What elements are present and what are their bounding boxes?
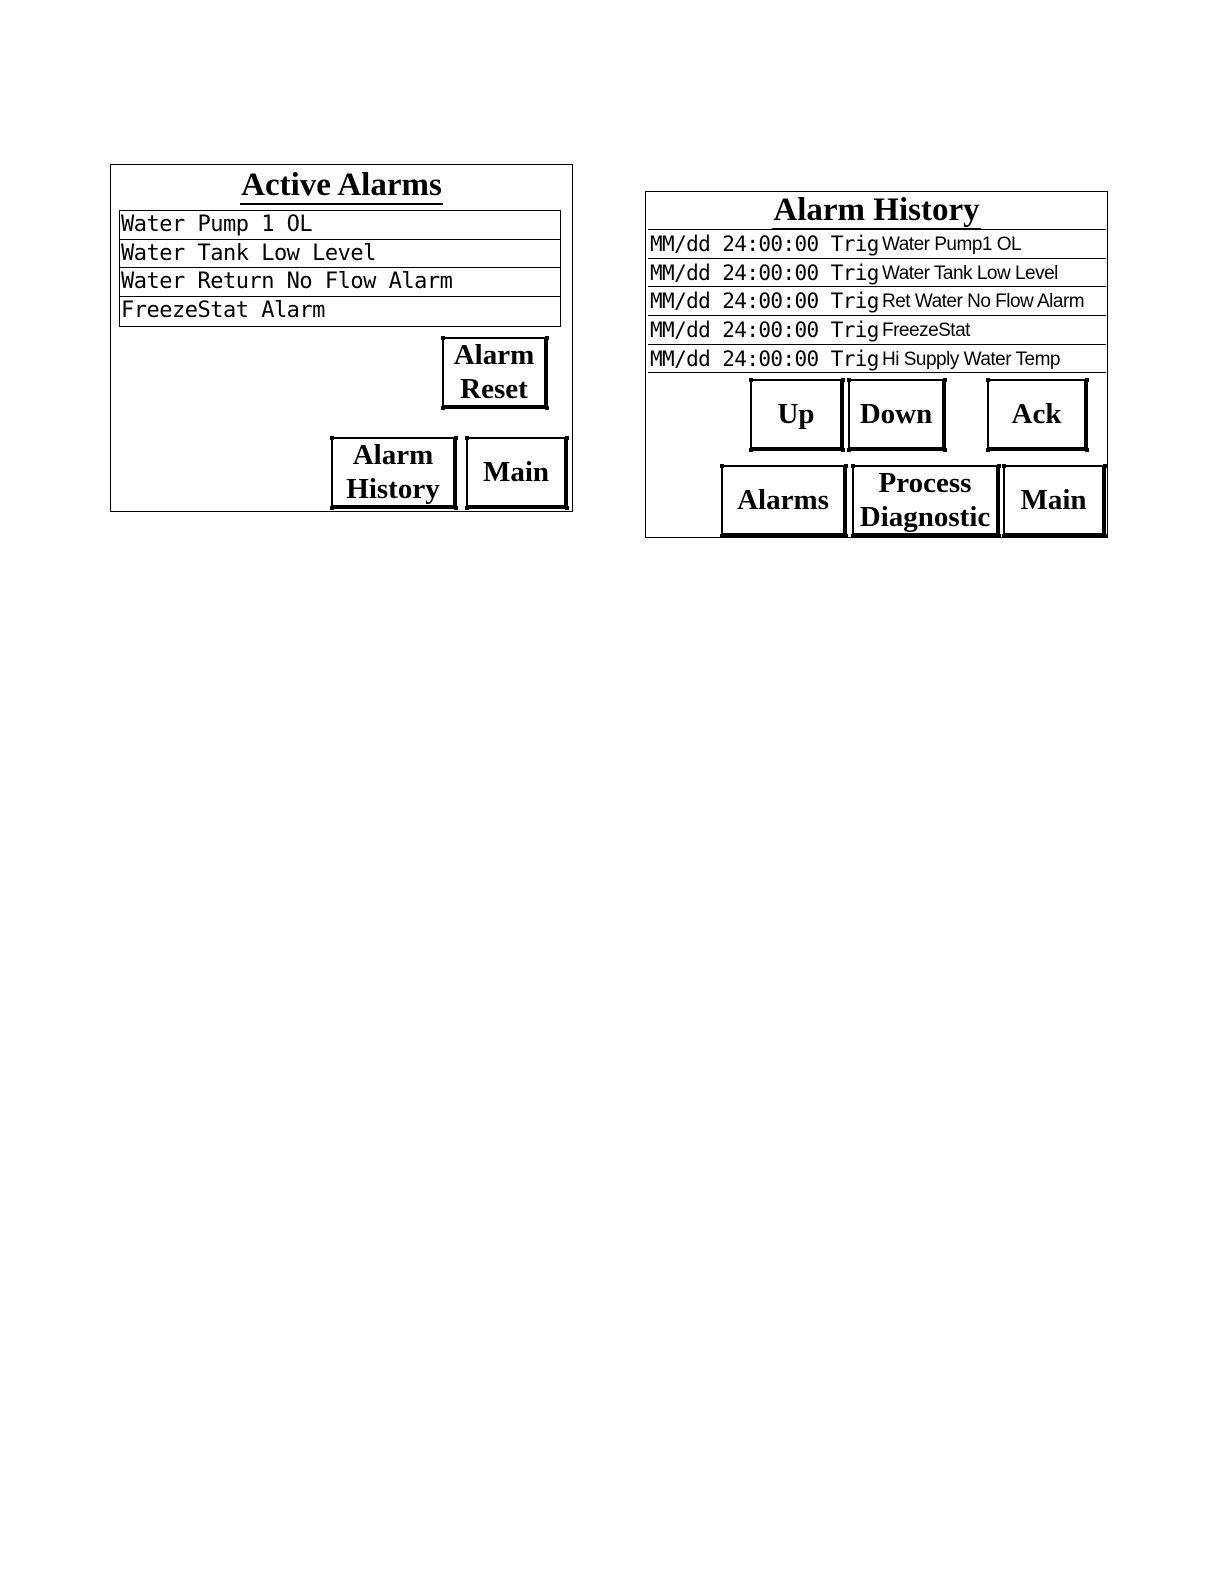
down-button[interactable] xyxy=(848,379,946,451)
main-button[interactable] xyxy=(466,437,568,509)
alarm-history-title: Alarm History xyxy=(773,192,980,228)
up-button[interactable] xyxy=(750,379,844,451)
process-diagnostic-label: Process Diagnostic xyxy=(859,467,991,533)
alarm-history-list xyxy=(648,229,1106,373)
history-timestamp: MM/dd 24:00:00 Trig xyxy=(650,232,879,256)
main-button-label: Main xyxy=(482,456,550,488)
history-description: Ret Water No Flow Alarm xyxy=(882,291,1085,313)
history-timestamp: MM/dd 24:00:00 Trig xyxy=(650,318,879,343)
history-list-item[interactable] xyxy=(648,230,1106,259)
ack-button-label: Ack xyxy=(1011,398,1062,430)
active-alarms-list xyxy=(119,210,561,327)
alarm-history-button[interactable] xyxy=(331,437,457,509)
history-list-item[interactable] xyxy=(648,259,1106,288)
alarm-list-item[interactable]: FreezeStat Alarm xyxy=(121,298,325,324)
alarm-history-screen xyxy=(645,191,1108,538)
alarm-list-item[interactable]: Water Return No Flow Alarm xyxy=(120,268,560,297)
ack-button[interactable] xyxy=(987,379,1088,451)
main-button-label: Main xyxy=(1020,484,1087,516)
history-timestamp: MM/dd 24:00:00 Trig xyxy=(650,260,879,285)
alarm-reset-label: Alarm Reset xyxy=(453,339,535,405)
alarm-history-label: Alarm History xyxy=(346,439,440,505)
alarms-button-label: Alarms xyxy=(737,484,829,516)
history-list-item[interactable] xyxy=(648,345,1106,374)
down-button-label: Down xyxy=(859,398,933,430)
history-list-item[interactable] xyxy=(648,287,1106,316)
history-description: FreezeStat xyxy=(882,320,970,342)
alarm-reset-button[interactable] xyxy=(442,337,548,409)
history-description: Water Pump1 OL xyxy=(882,234,1022,255)
history-timestamp: MM/dd 24:00:00 Trig xyxy=(650,289,879,314)
process-diagnostic-button[interactable] xyxy=(852,465,1000,537)
alarm-list-item[interactable]: Water Tank Low Level xyxy=(120,240,560,269)
up-button-label: Up xyxy=(777,398,815,430)
history-description: Hi Supply Water Temp xyxy=(882,348,1060,370)
alarm-list-item[interactable]: Water Pump 1 OL xyxy=(120,211,560,240)
active-alarms-screen xyxy=(110,164,573,512)
alarms-button[interactable] xyxy=(721,465,847,537)
history-timestamp: MM/dd 24:00:00 Trig xyxy=(650,346,879,371)
main-button[interactable] xyxy=(1003,465,1106,537)
history-list-item[interactable] xyxy=(648,316,1106,345)
active-alarms-title: Active Alarms xyxy=(241,167,442,203)
history-description: Water Tank Low Level xyxy=(882,262,1058,284)
